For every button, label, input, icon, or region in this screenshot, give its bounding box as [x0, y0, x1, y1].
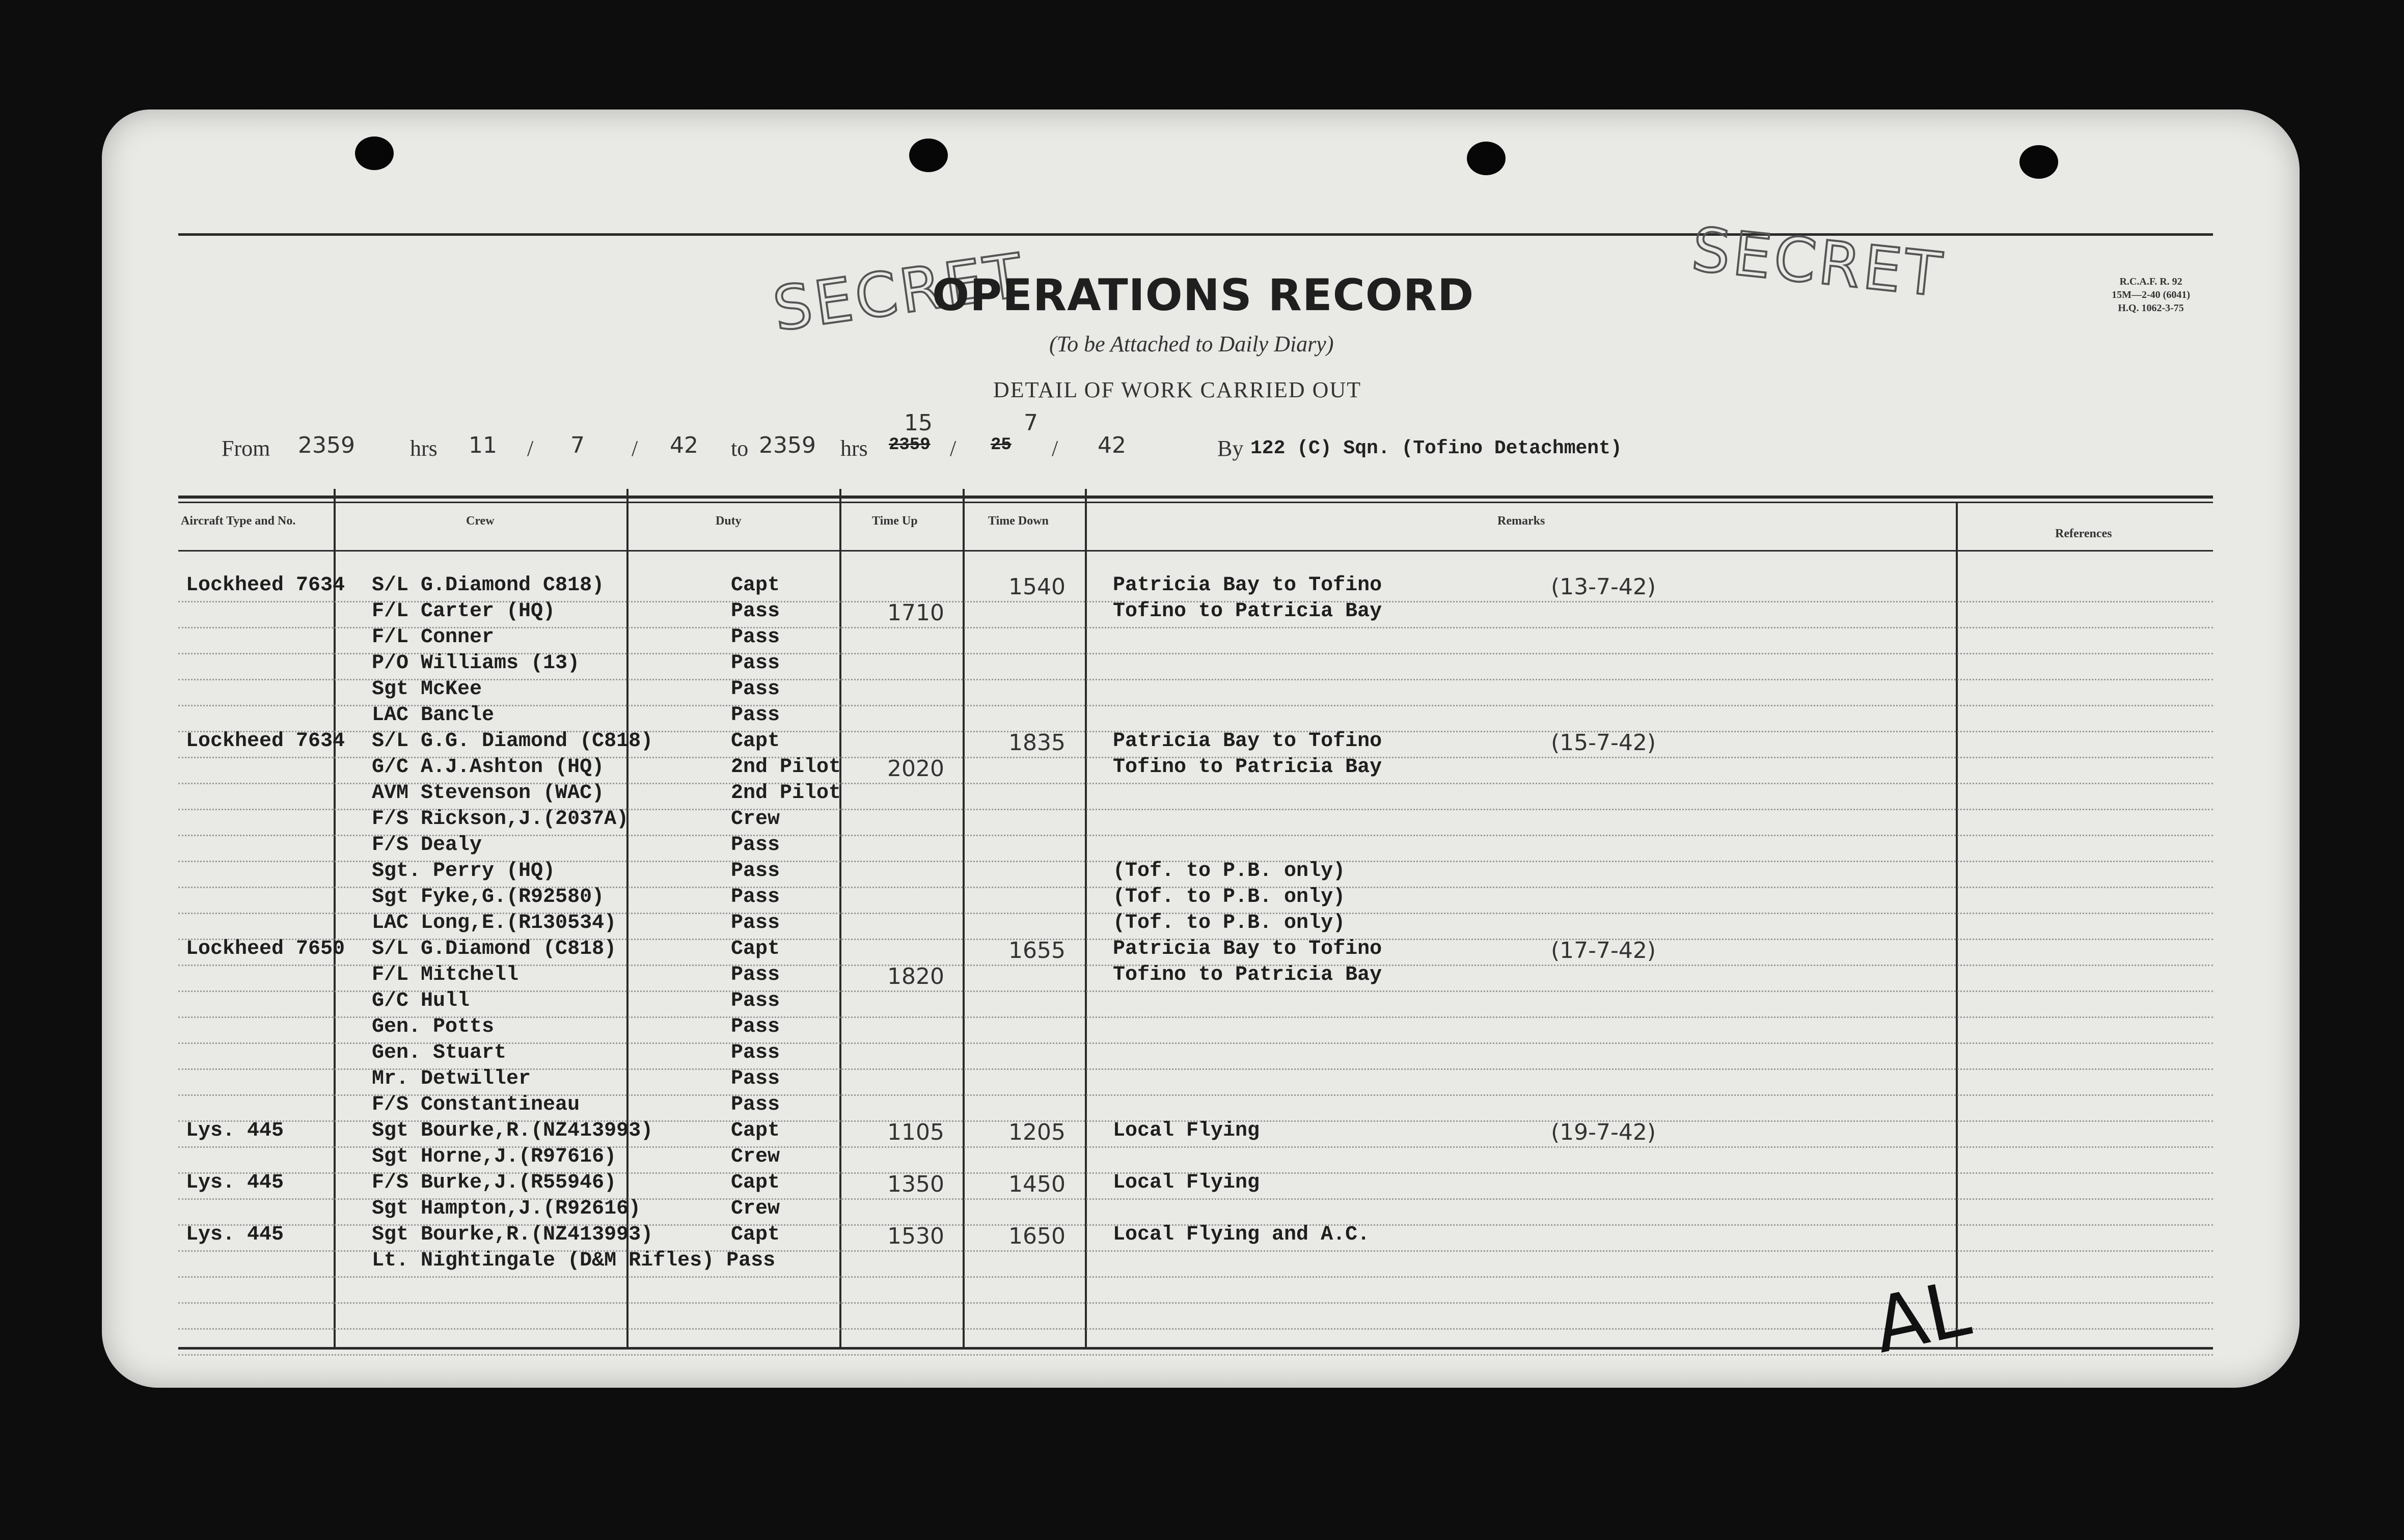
to-month: 7 [1024, 410, 1038, 436]
header-underline [178, 550, 2213, 552]
row-crew: F/S Constantineau [372, 1093, 580, 1116]
row-duty: Pass [731, 704, 780, 727]
row-crew: Sgt McKee [372, 678, 482, 701]
table-top-rule [178, 496, 2213, 499]
row-crew: Mr. Detwiller [372, 1067, 531, 1090]
to-month-struck: 25 [991, 435, 1012, 455]
row-crew: S/L G.G. Diamond (C818) [372, 730, 653, 753]
row-down: 1655 [1008, 938, 1066, 964]
signature-initials: AL [1866, 1264, 1978, 1371]
row-date: (15-7-42) [1551, 730, 1656, 756]
row-duty: Crew [731, 808, 780, 831]
row-up: 1105 [887, 1119, 944, 1145]
punch-hole [355, 136, 394, 170]
row-down: 1450 [1008, 1171, 1066, 1197]
row-duty: Capt [731, 574, 780, 597]
row-duty: Crew [731, 1145, 780, 1168]
to-day-struck: 2359 [889, 435, 931, 455]
col-divider [626, 489, 629, 1350]
row-aircraft: Lys. 445 [186, 1223, 284, 1246]
row-crew: AVM Stevenson (WAC) [372, 782, 605, 805]
row-down: 1205 [1008, 1119, 1066, 1145]
row-crew: F/L Carter (HQ) [372, 600, 556, 623]
col-time-up: Time Up [872, 514, 918, 528]
from-time: 2359 [298, 432, 355, 458]
col-time-down: Time Down [988, 514, 1049, 528]
row-remarks: Local Flying [1113, 1171, 1260, 1194]
to-day: 15 [904, 410, 933, 436]
row-crew: Sgt Horne,J.(R97616) [372, 1145, 617, 1168]
row-remarks: Patricia Bay to Tofino [1113, 730, 1382, 753]
row-remarks: (Tof. to P.B. only) [1113, 886, 1346, 909]
col-divider [839, 489, 841, 1350]
by-unit: 122 (C) Sqn. (Tofino Detachment) [1250, 437, 1622, 459]
row-duty: Pass [731, 912, 780, 934]
row-crew: Gen. Stuart [372, 1041, 507, 1064]
row-duty: Pass [731, 1015, 780, 1038]
row-duty: Pass [731, 860, 780, 883]
row-crew: F/S Burke,J.(R55946) [372, 1171, 617, 1194]
ruled-line [178, 679, 2213, 680]
row-crew: S/L G.Diamond (C818) [372, 938, 617, 960]
row-duty: Capt [731, 730, 780, 753]
row-duty: Pass [731, 1067, 780, 1090]
row-duty: 2nd Pilot [731, 782, 841, 805]
row-crew: LAC Bancle [372, 704, 495, 727]
row-crew: F/S Rickson,J.(2037A) [372, 808, 629, 831]
row-down: 1835 [1008, 730, 1066, 756]
page-title: OPERATIONS RECORD [932, 270, 1474, 321]
row-duty: Pass [731, 964, 780, 986]
to-time: 2359 [759, 432, 816, 458]
row-date: (13-7-42) [1551, 574, 1656, 600]
detail-heading: DETAIL OF WORK CARRIED OUT [993, 377, 1362, 402]
from-day: 11 [469, 432, 497, 458]
from-month: 7 [570, 432, 585, 458]
col-duty: Duty [716, 514, 742, 528]
row-remarks: (Tof. to P.B. only) [1113, 912, 1346, 934]
row-down: 1540 [1008, 574, 1066, 600]
row-crew: G/C A.J.Ashton (HQ) [372, 756, 605, 779]
row-duty: 2nd Pilot [731, 756, 841, 779]
ruled-line [178, 835, 2213, 836]
col-divider [1085, 489, 1087, 1350]
punch-hole [1467, 142, 1506, 175]
punch-hole [909, 139, 948, 172]
row-down: 1650 [1008, 1223, 1066, 1249]
row-crew: Sgt. Perry (HQ) [372, 860, 556, 883]
table-top-rule-2 [178, 502, 2213, 503]
from-year: 42 [670, 432, 698, 458]
row-up: 1710 [887, 600, 944, 626]
col-divider [334, 489, 336, 1350]
secret-stamp-right: SECRET [1688, 214, 1948, 311]
row-remarks: Tofino to Patricia Bay [1113, 600, 1382, 623]
secret-stamp-left: SECRET [769, 239, 1029, 345]
col-aircraft: Aircraft Type and No. [181, 514, 296, 528]
row-duty: Capt [731, 1171, 780, 1194]
row-aircraft: Lockheed 7634 [186, 730, 345, 753]
row-crew: Gen. Potts [372, 1015, 495, 1038]
col-remarks: Remarks [1497, 514, 1545, 528]
row-crew: P/O Williams (13) [372, 652, 580, 675]
row-remarks: Patricia Bay to Tofino [1113, 574, 1382, 597]
row-remarks: Tofino to Patricia Bay [1113, 964, 1382, 986]
row-crew: S/L G.Diamond C818) [372, 574, 605, 597]
to-year: 42 [1098, 432, 1126, 458]
punch-hole [2019, 145, 2058, 179]
row-crew: Sgt Bourke,R.(NZ413993) [372, 1119, 653, 1142]
row-duty: Pass [731, 1093, 780, 1116]
row-duty: Pass [731, 678, 780, 701]
col-references: References [2055, 527, 2112, 540]
row-remarks: Local Flying [1113, 1119, 1260, 1142]
ruled-line [178, 991, 2213, 992]
row-date: (17-7-42) [1551, 938, 1656, 964]
row-remarks: Patricia Bay to Tofino [1113, 938, 1382, 960]
form-number: R.C.A.F. R. 92 15M—2-40 (6041) H.Q. 1062-3-75 [2112, 276, 2190, 314]
row-crew: Sgt Fyke,G.(R92580) [372, 886, 605, 909]
col-crew: Crew [466, 514, 495, 528]
row-aircraft: Lys. 445 [186, 1171, 284, 1194]
row-duty: Pass [731, 886, 780, 909]
row-duty: Pass [731, 1041, 780, 1064]
row-duty: Pass [731, 834, 780, 857]
row-up: 1350 [887, 1171, 944, 1197]
row-duty: Pass [731, 989, 780, 1012]
row-duty: Pass [731, 600, 780, 623]
row-remarks: Tofino to Patricia Bay [1113, 756, 1382, 779]
row-aircraft: Lockheed 7650 [186, 938, 345, 960]
row-aircraft: Lockheed 7634 [186, 574, 345, 597]
row-aircraft: Lys. 445 [186, 1119, 284, 1142]
row-crew: Sgt Hampton,J.(R92616) [372, 1197, 641, 1220]
row-crew: LAC Long,E.(R130534) [372, 912, 617, 934]
row-crew: G/C Hull [372, 989, 470, 1012]
row-crew: F/L Conner [372, 626, 495, 649]
col-divider [963, 489, 965, 1350]
row-date: (19-7-42) [1551, 1119, 1656, 1145]
col-divider [1956, 502, 1958, 1350]
row-up: 2020 [887, 756, 944, 782]
row-remarks: (Tof. to P.B. only) [1113, 860, 1346, 883]
row-up: 1820 [887, 964, 944, 989]
row-crew: F/L Mitchell [372, 964, 519, 986]
row-duty: Pass [731, 652, 780, 675]
page-subtitle: (To be Attached to Daily Diary) [1049, 332, 1334, 356]
row-crew: Lt. Nightingale (D&M Rifles) Pass [372, 1249, 776, 1272]
row-duty: Capt [731, 1119, 780, 1142]
row-duty: Capt [731, 938, 780, 960]
row-duty: Pass [731, 626, 780, 649]
row-remarks: Local Flying and A.C. [1113, 1223, 1370, 1246]
row-duty: Crew [731, 1197, 780, 1220]
row-up: 1530 [887, 1223, 944, 1249]
row-crew: F/S Dealy [372, 834, 482, 857]
top-rule [178, 233, 2213, 236]
row-crew: Sgt Bourke,R.(NZ413993) [372, 1223, 653, 1246]
row-duty: Capt [731, 1223, 780, 1246]
